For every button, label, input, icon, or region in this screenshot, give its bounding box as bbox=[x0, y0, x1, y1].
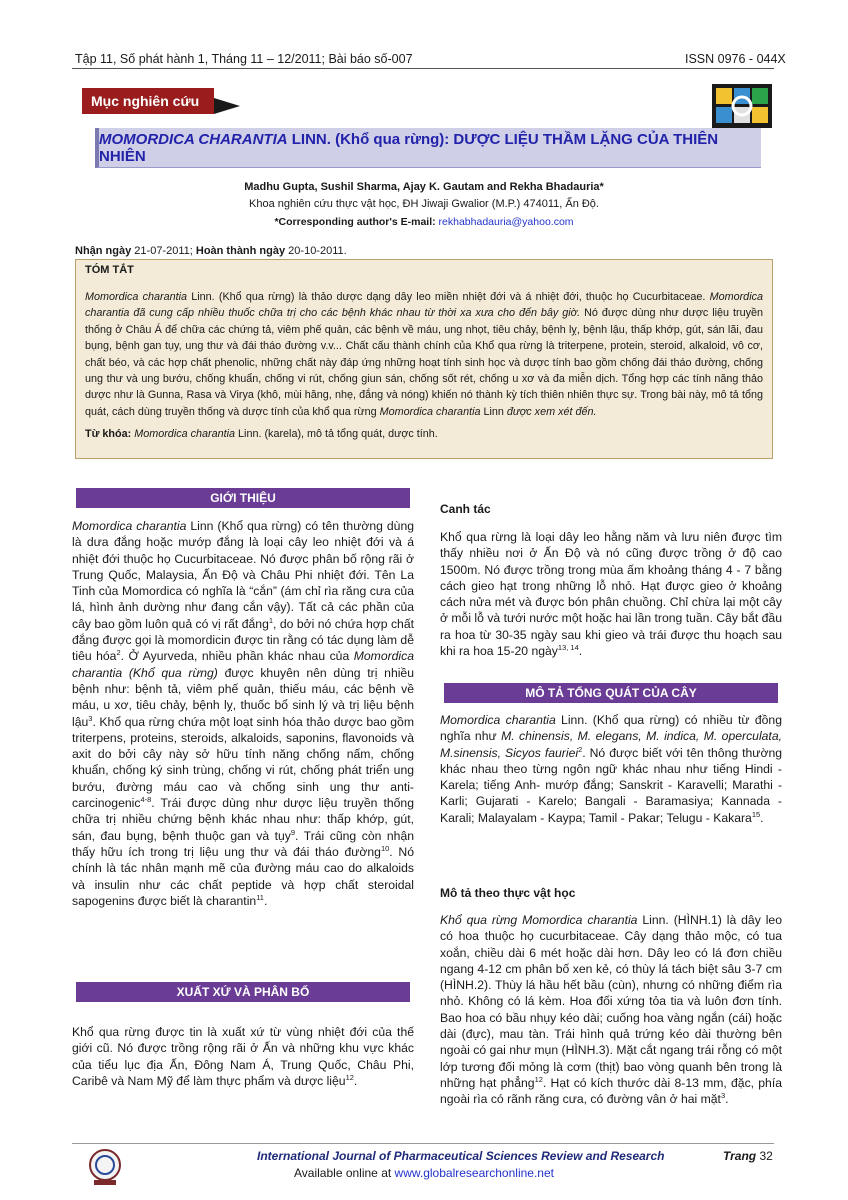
author-email[interactable]: rekhabhadauria@yahoo.com bbox=[438, 216, 574, 228]
abstract-title: TÓM TẮT bbox=[85, 264, 134, 276]
abstract-box bbox=[75, 259, 773, 459]
footer-journal: International Journal of Pharmaceutical Sciences Review and Research bbox=[257, 1149, 665, 1163]
general-description-text: Momordica charantia Linn. (Khổ qua rừng) có nhiều từ đồng nghĩa như M. chinensis, M. elegans, M. indica, M. operculata, M.sinensis, Sicyos fauriei$^2$. Nó được biết với tên thông thường khác nhau theo từng ngôn ngữ khác nhau như tiếng Hindi - Karela; tiếng Anh- mướp đắng; Sanskrit - Karavelli; Marathi - Karli; Gujarati - Karelo; Bangali - Baramasiya; Kannada - Karali; Malayalam - Kaypa; Tamil - Pakar; Telugu - Kakara$^{15}$. bbox=[440, 713, 782, 825]
heading-origin: XUẤT XỨ VÀ PHÂN BỐ bbox=[76, 982, 410, 1002]
article-title: MOMORDICA CHARANTIA LINN. (Khổ qua rừng): DƯỢC LIỆU THẦM LẶNG CỦA THIÊN NHIÊN bbox=[99, 130, 719, 165]
botanical-text: Khổ qua rừng Momordica charantia Linn. (HÌNH.1) là dây leo có hoa thuộc họ cucurbitaceae. Cây dạng thảo mộc, có tua xoắn, chiều dài 6 mét hoặc dài hơn. Dây leo có lá đơn chiều ngang 4-12 cm phân bố xen kẻ, có thùy lá tách biệt sâu 3-7 cm (HÌNH.2). Thùy lá hầu hết bầu (cùn), nhưng có những điểm rìa nhỏ. Không có lá kèm. Hoa đối xứng tỏa tia và luôn đơn tính. Bao hoa có bầu nhụy kéo dài; cuống hoa vàng ngắn (cái) hoặc dài (đực), mau tàn. Trái hình quả trứng kéo dài thường bên ngoài có gai như mụn (HÌNH.3). Mặt cắt ngang trái rỗng có một lớp tương đối mỏng là cơm (thịt) bao vòng quanh bên trong là những hạt phẳng$^{12}$. Hạt có kích thước dài 8-13 mm, đặc, phía ngoài rìa có rãnh răng cưa, có đường vân ở hai mặt$^3$. bbox=[440, 913, 782, 1107]
footer-availability: Available online at www.globalresearchonline.net bbox=[294, 1166, 554, 1180]
abstract-text: Momordica charantia Linn. (Khổ qua rừng) là thảo dược dạng dây leo miền nhiệt đới và á nhiệt đới, thuộc họ Cucurbitaceae. Momordica charantia đã cung cấp nhiều thuốc chữa trị cho các bệnh khác nhau từ thời xa xưa cho đến bây giờ. Nó được dùng như dược liệu truyền thống ở Châu Á để chữa các chứng tả, viêm phế quản, các bệnh về máu, ung nhọt, tiêu chảy, bệnh lỵ, bệnh lậu, thấp khớp, gút, sán lãi, đau bụng, bệnh gan tụy, ung thư và đái tháo đường v.v... Chất cấu thành chính của Khổ qua rừng là triterpene, protein, steroid, alkaloid, vô cơ, chất béo, và các hợp chất phenolic, những chất này đáp ứng những hoạt tính sinh học và dược tính bao gồm chống đái tháo đường, chống ung thư và ung bướu, chống khuẩn, chống vi rút, chống giun sán, chống sốt rét, chống u xơ và đa miễn dịch. Tổng hợp các tính năng thảo dược như là Gunna, Rasa và Virya (khô, mùi hăng, nhẹ, đắng và nóng) khiến nó thành kỳ tích thiên nhiên thực sự. Trong bài này, mô tả tổng quát, cách dùng truyền thống và dược tính của khổ qua rừng Momordica charantia Linn được xem xét đến. bbox=[85, 291, 763, 418]
origin-text: Khổ qua rừng được tin là xuất xứ từ vùng nhiệt đới của thế giới cũ. Nó được trồng rộng rãi ở Ấn và những khu vực khác của tiểu lục địa Ấn, Đông Nam Á, Trung Quốc, Châu Phi, Caribê và Nam Mỹ để làm thực phẩm và dược liệu$^{12}$. bbox=[72, 1025, 414, 1088]
journal-logo bbox=[712, 84, 772, 128]
heading-cultivation: Canh tác bbox=[440, 502, 491, 516]
affiliation: Khoa nghiên cứu thực vật học, ĐH Jiwaji Gwalior (M.P.) 474011, Ấn Độ. bbox=[249, 198, 599, 210]
footer-link[interactable]: www.globalresearchonline.net bbox=[394, 1166, 554, 1180]
page-number: Trang 32 bbox=[723, 1149, 773, 1163]
article-dates: Nhận ngày 21-07-2011; Hoàn thành ngày 20-10-2011. bbox=[75, 245, 347, 257]
issue-info: Tập 11, Số phát hành 1, Tháng 11 – 12/2011; Bài báo số-007 bbox=[75, 52, 413, 66]
arrow-icon bbox=[214, 98, 240, 114]
article-title-box bbox=[95, 128, 761, 168]
authors: Madhu Gupta, Sushil Sharma, Ajay K. Gautam and Rekha Bhadauria* bbox=[244, 181, 604, 193]
heading-general-description: MÔ TẢ TỔNG QUÁT CỦA CÂY bbox=[444, 683, 778, 703]
issn: ISSN 0976 - 044X bbox=[685, 52, 786, 66]
header-rule bbox=[72, 68, 774, 69]
footer-rule bbox=[72, 1143, 774, 1144]
corresponding-author: *Corresponding author's E-mail: rekhabhadauria@yahoo.com bbox=[274, 216, 574, 228]
section-tab: Mục nghiên cứu bbox=[82, 88, 214, 114]
introduction-text: Momordica charantia Linn (Khổ qua rừng) có tên thường dùng là dưa đắng hoặc mướp đắng là loại cây leo nhiệt đới và á nhiệt đới thuộc họ Cucurbitaceae. Nó được phân bố rộng rãi ở Trung Quốc, Malaysia, Ấn Độ và Châu Phi nhiệt đới. Tên La Tinh của Momordica có nghĩa là “cắn” (ám chỉ rìa răng cưa của lá, hình ảnh dường như đang cắn vậy). Tất cả các phần của cây bao gồm luôn quả có vị rất đắng$^1$, do bởi nó chứa hợp chất đắng được gọi là momordicin được tin rằng có tác dụng làm dễ tiêu hóa$^2$. Ở Ayurveda, nhiều phần khác nhau của Momordica charantia (Khổ qua rừng) được khuyên nên dùng trị nhiều bệnh như: bệnh tả, viêm phế quản, thiếu máu, các bệnh về máu, u xơ, tiêu chảy, bệnh lỵ, thuốc bổ sinh lý và trị liệu bệnh lậu$^3$. Khổ qua rừng chứa một loạt sinh hóa thảo dược bao gồm triterpens, proteins, steroids, alkaloids, saponins, flavonoids và axit do bởi cây này sở hữu tính năng chống nấm, chống khuẩn, chống ký sinh trùng, chống vi rút, chống phát triển ung bướu, đường máu cao và chống sinh ung thư anti-carcinogenic$^{4-8}$. Trái được dùng như dược liệu truyền thống chữa trị nhiều chứng bệnh khác nhau như: thấp khớp, gút, sán, đau bụng, bệnh thuộc gan và tụy$^9$. Trái cũng còn nhận thấy hữu ích trong trị liệu ung thư và đái tháo đường$^{10}$. Nó chính là tác nhân mạnh mẽ của đường máu cao do alkaloids và insulin như các chất peptide và hợp chất steroidal sapogenins được biết là charantin$^{11}$. bbox=[72, 519, 415, 908]
cultivation-text: Khổ qua rừng là loại dây leo hằng năm và lưu niên được tìm thấy nhiều nơi ở Ấn Độ và nó cũng được trồng ở độ cao 1500m. Nó được trồng trong mùa ấm khoảng tháng 4 - 7 bằng cách gieo hạt trong những lỗ nhỏ. Hạt được gieo ở khoảng cách nửa mét và được bón phân chuồng. Chỉ chừa lại một cây ở mỗi lỗ và tưới nước một hoặc hai lần trong tuần. Cây bắt đầu ra hoa từ 30-35 ngày sau khi gieo và trái được thu hoạch sau khi ra hoa 15-20 ngày$^{13, 14}$. bbox=[440, 530, 782, 659]
keywords: Từ khóa: Momordica charantia Linn. (karela), mô tả tổng quát, dược tính. bbox=[85, 428, 438, 441]
heading-introduction: GIỚI THIỆU bbox=[76, 488, 410, 508]
heading-botanical: Mô tả theo thực vật học bbox=[440, 886, 576, 900]
